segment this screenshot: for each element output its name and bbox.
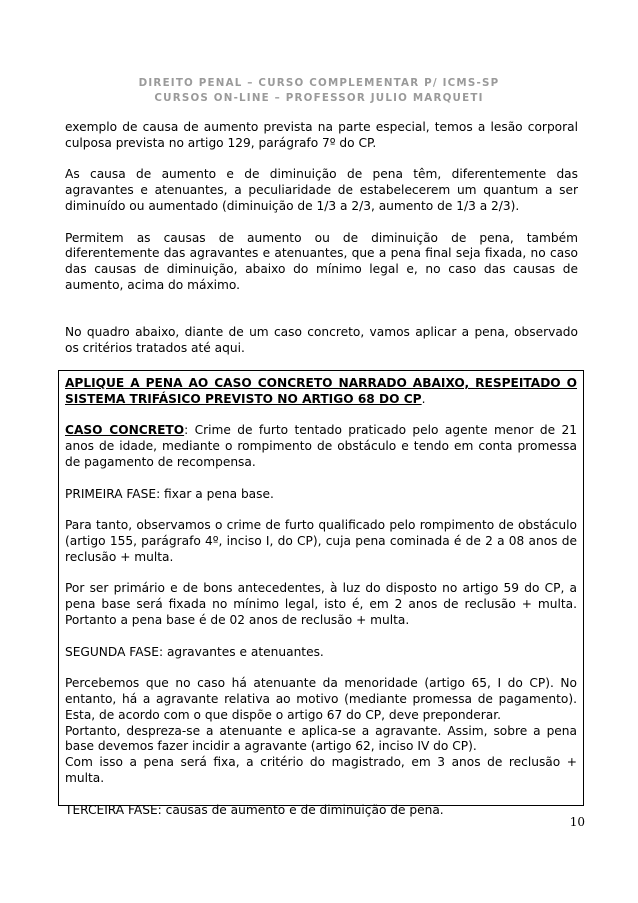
paragraph-3: Permitem as causas de aumento ou de diminuição de pena, também diferentemente das agravantes e atenuantes, que a pena final seja fixada, no caso das causas de diminuição, abaixo do mínimo legal e, no caso das causas de aumento, acima do máximo.: [65, 230, 578, 292]
segunda-fase-paragraph-1: Percebemos que no caso há atenuante da menoridade (artigo 65, I do CP). No entanto, há a agravante relativa ao motivo (mediante promessa de pagamento). Esta, de acordo com o que dispõe o artigo 67 do CP, deve preponderar.: [65, 676, 577, 722]
paragraph-2: As causa de aumento e de diminuição de pena têm, diferentemente das agravantes e atenuantes, a peculiaridade de estabelecerem um quantum a ser diminuído ou aumentado (diminuição de 1/3 a 2/3, aumento de 1/3 a 2/3).: [65, 167, 578, 213]
page-number: 10: [569, 815, 585, 829]
caso-concreto: [65, 423, 577, 470]
case-box: [58, 370, 584, 817]
segunda-fase-paragraph-2: Portanto, despreza-se a atenuante e aplica-se a agravante. Assim, sobre a pena base devemos fazer incidir a agravante (artigo 62, inciso IV do CP).: [65, 723, 577, 754]
caso-concreto-label: CASO CONCRETO: [65, 423, 185, 438]
page-header: [0, 76, 638, 106]
case-box-title: [65, 376, 577, 408]
segunda-fase-heading: SEGUNDA FASE: agravantes e atenuantes.: [65, 644, 324, 659]
terceira-fase-heading: TERCEIRA FASE: causas de aumento e de diminuição de pena.: [65, 802, 444, 817]
header-line-2: CURSOS ON-LINE – PROFESSOR JULIO MARQUETI: [154, 92, 484, 104]
caso-concreto-text: : Crime de furto tentado praticado pelo agente menor de 21 anos de idade, mediante o rompimento de obstáculo e tendo em conta promessa de pagamento de recompensa.: [65, 423, 577, 469]
header-line-1: DIREITO PENAL – CURSO COMPLEMENTAR P/ ICMS-SP: [138, 77, 500, 89]
segunda-fase-paragraph-3: Com isso a pena será fixa, a critério do magistrado, em 3 anos de reclusão + multa.: [65, 755, 577, 785]
primeira-fase-paragraph-2: Por ser primário e de bons antecedentes, à luz do disposto no artigo 59 do CP, a pena base será fixada no mínimo legal, isto é, em 2 anos de reclusão + multa. Portanto a pena base é de 02 anos de reclusão + multa.: [65, 581, 577, 627]
primeira-fase-heading: PRIMEIRA FASE: fixar a pena base.: [65, 486, 274, 501]
paragraph-4: No quadro abaixo, diante de um caso concreto, vamos aplicar a pena, observado os critérios tratados até aqui.: [65, 325, 578, 356]
primeira-fase-paragraph-1: Para tanto, observamos o crime de furto qualificado pelo rompimento de obstáculo (artigo 155, parágrafo 4º, inciso I, do CP), cuja pena cominada é de 2 a 08 anos de reclusão + multa.: [65, 518, 577, 564]
case-box-title-period: .: [421, 391, 426, 406]
paragraph-1: exemplo de causa de aumento prevista na parte especial, temos a lesão corporal culposa prevista no artigo 129, parágrafo 7º do CP.: [65, 120, 578, 150]
body-text: [65, 120, 578, 373]
case-box-title-text: APLIQUE A PENA AO CASO CONCRETO NARRADO ABAIXO, RESPEITADO O SISTEMA TRIFÁSICO PREVISTO NO ARTIGO 68 DO CP: [65, 376, 577, 406]
